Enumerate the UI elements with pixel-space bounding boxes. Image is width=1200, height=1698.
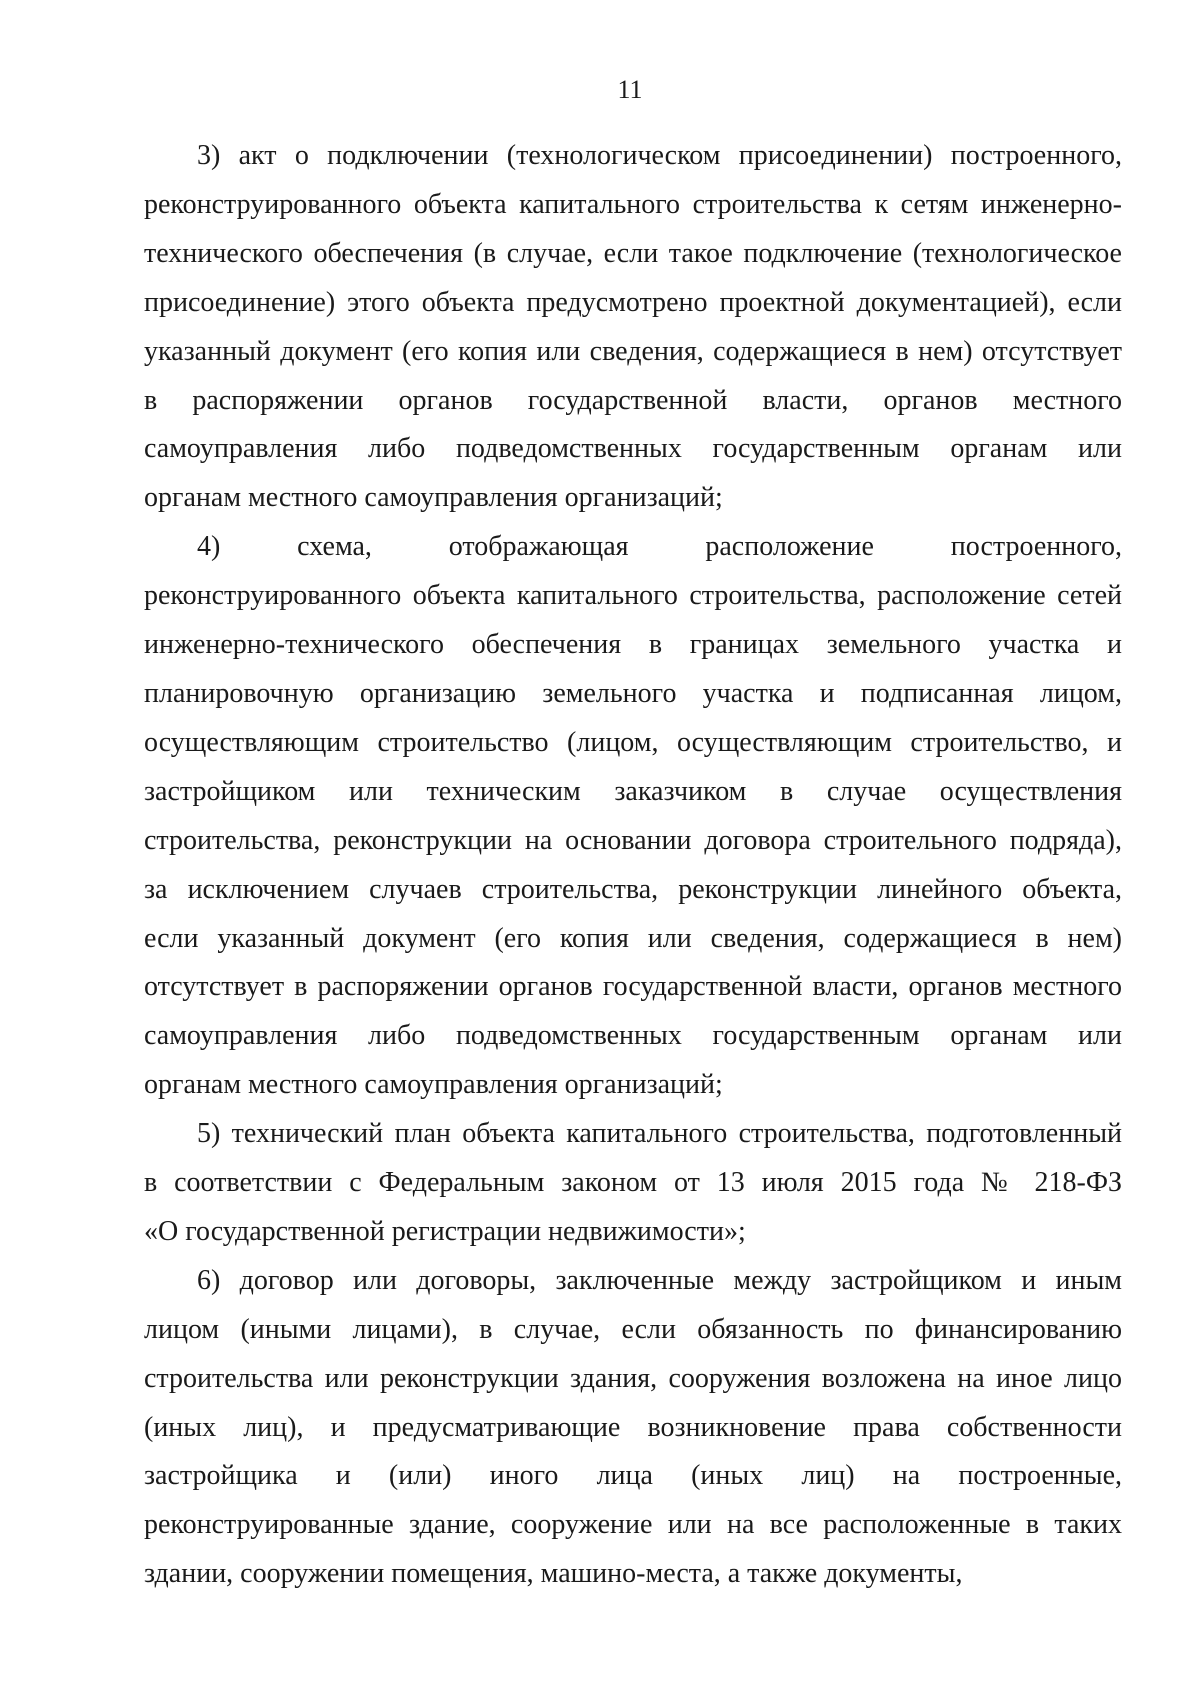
text-line: за исключением случаев строительства, реконструкции линейного объекта, [144,873,1122,905]
text-line: осуществляющим строительство (лицом, осуществляющим строительство, и [144,726,1122,758]
text-line: в распоряжении органов государственной власти, органов местного [144,384,1122,416]
text-line: строительства, реконструкции на основании договора строительного подряда), [144,824,1122,856]
text-line: 5) технический план объекта капитального строительства, подготовленный [197,1118,1122,1150]
text-line: если указанный документ (его копия или сведения, содержащиеся в нем) [144,922,1122,954]
text-line: застройщиком или техническим заказчиком в случае осуществления [144,775,1122,807]
text-line: технического обеспечения (в случае, если такое подключение (технологическое [144,237,1122,269]
text-line: «О государственной регистрации недвижимости»; [144,1215,746,1247]
text-line: реконструированного объекта капитального строительства, расположение сетей [144,580,1122,612]
text-line: строительства или реконструкции здания, сооружения возложена на иное лицо [144,1362,1122,1394]
text-line: органам местного самоуправления организаций; [144,1069,723,1101]
paragraph-p4 [144,523,1122,1110]
paragraph-p6 [144,1257,1122,1599]
page-number: 11 [617,75,643,104]
text-line: 3) акт о подключении (технологическом присоединении) построенного, [197,140,1122,171]
text-line: инженерно-технического обеспечения в границах земельного участка и [144,629,1122,661]
text-line: самоуправления либо подведомственных государственным органам или [144,433,1122,465]
text-line: 6) договор или договоры, заключенные между застройщиком и иным [197,1264,1122,1296]
text-line: планировочную организацию земельного участка и подписанная лицом, [144,677,1122,709]
text-line: самоуправления либо подведомственных государственным органам или [144,1020,1122,1052]
text-line: реконструированного объекта капитального строительства к сетям инженерно- [144,188,1122,220]
text-line: 4) схема, отображающая расположение построенного, [197,531,1122,563]
text-line: указанный документ (его копия или сведения, содержащиеся в нем) отсутствует [144,335,1122,367]
document-body [144,132,1122,1599]
text-line: органам местного самоуправления организаций; [144,482,723,514]
text-line: застройщика и (или) иного лица (иных лиц) на построенные, [144,1460,1122,1492]
paragraph-p3 [144,132,1122,523]
text-line: (иных лиц), и предусматривающие возникновение права собственности [144,1411,1122,1443]
text-line: в соответствии с Федеральным законом от 13 июля 2015 года № 218-ФЗ [144,1167,1122,1199]
text-line: здании, сооружении помещения, машино-места, а также документы, [144,1558,963,1590]
text-line: лицом (иными лицами), в случае, если обязанность по финансированию [144,1313,1122,1345]
paragraph-p5 [144,1110,1122,1257]
text-line: присоединение) этого объекта предусмотрено проектной документацией), если [144,286,1122,318]
text-line: реконструированные здание, сооружение или на все расположенные в таких [144,1509,1122,1541]
text-line: отсутствует в распоряжении органов государственной власти, органов местного [144,971,1122,1003]
